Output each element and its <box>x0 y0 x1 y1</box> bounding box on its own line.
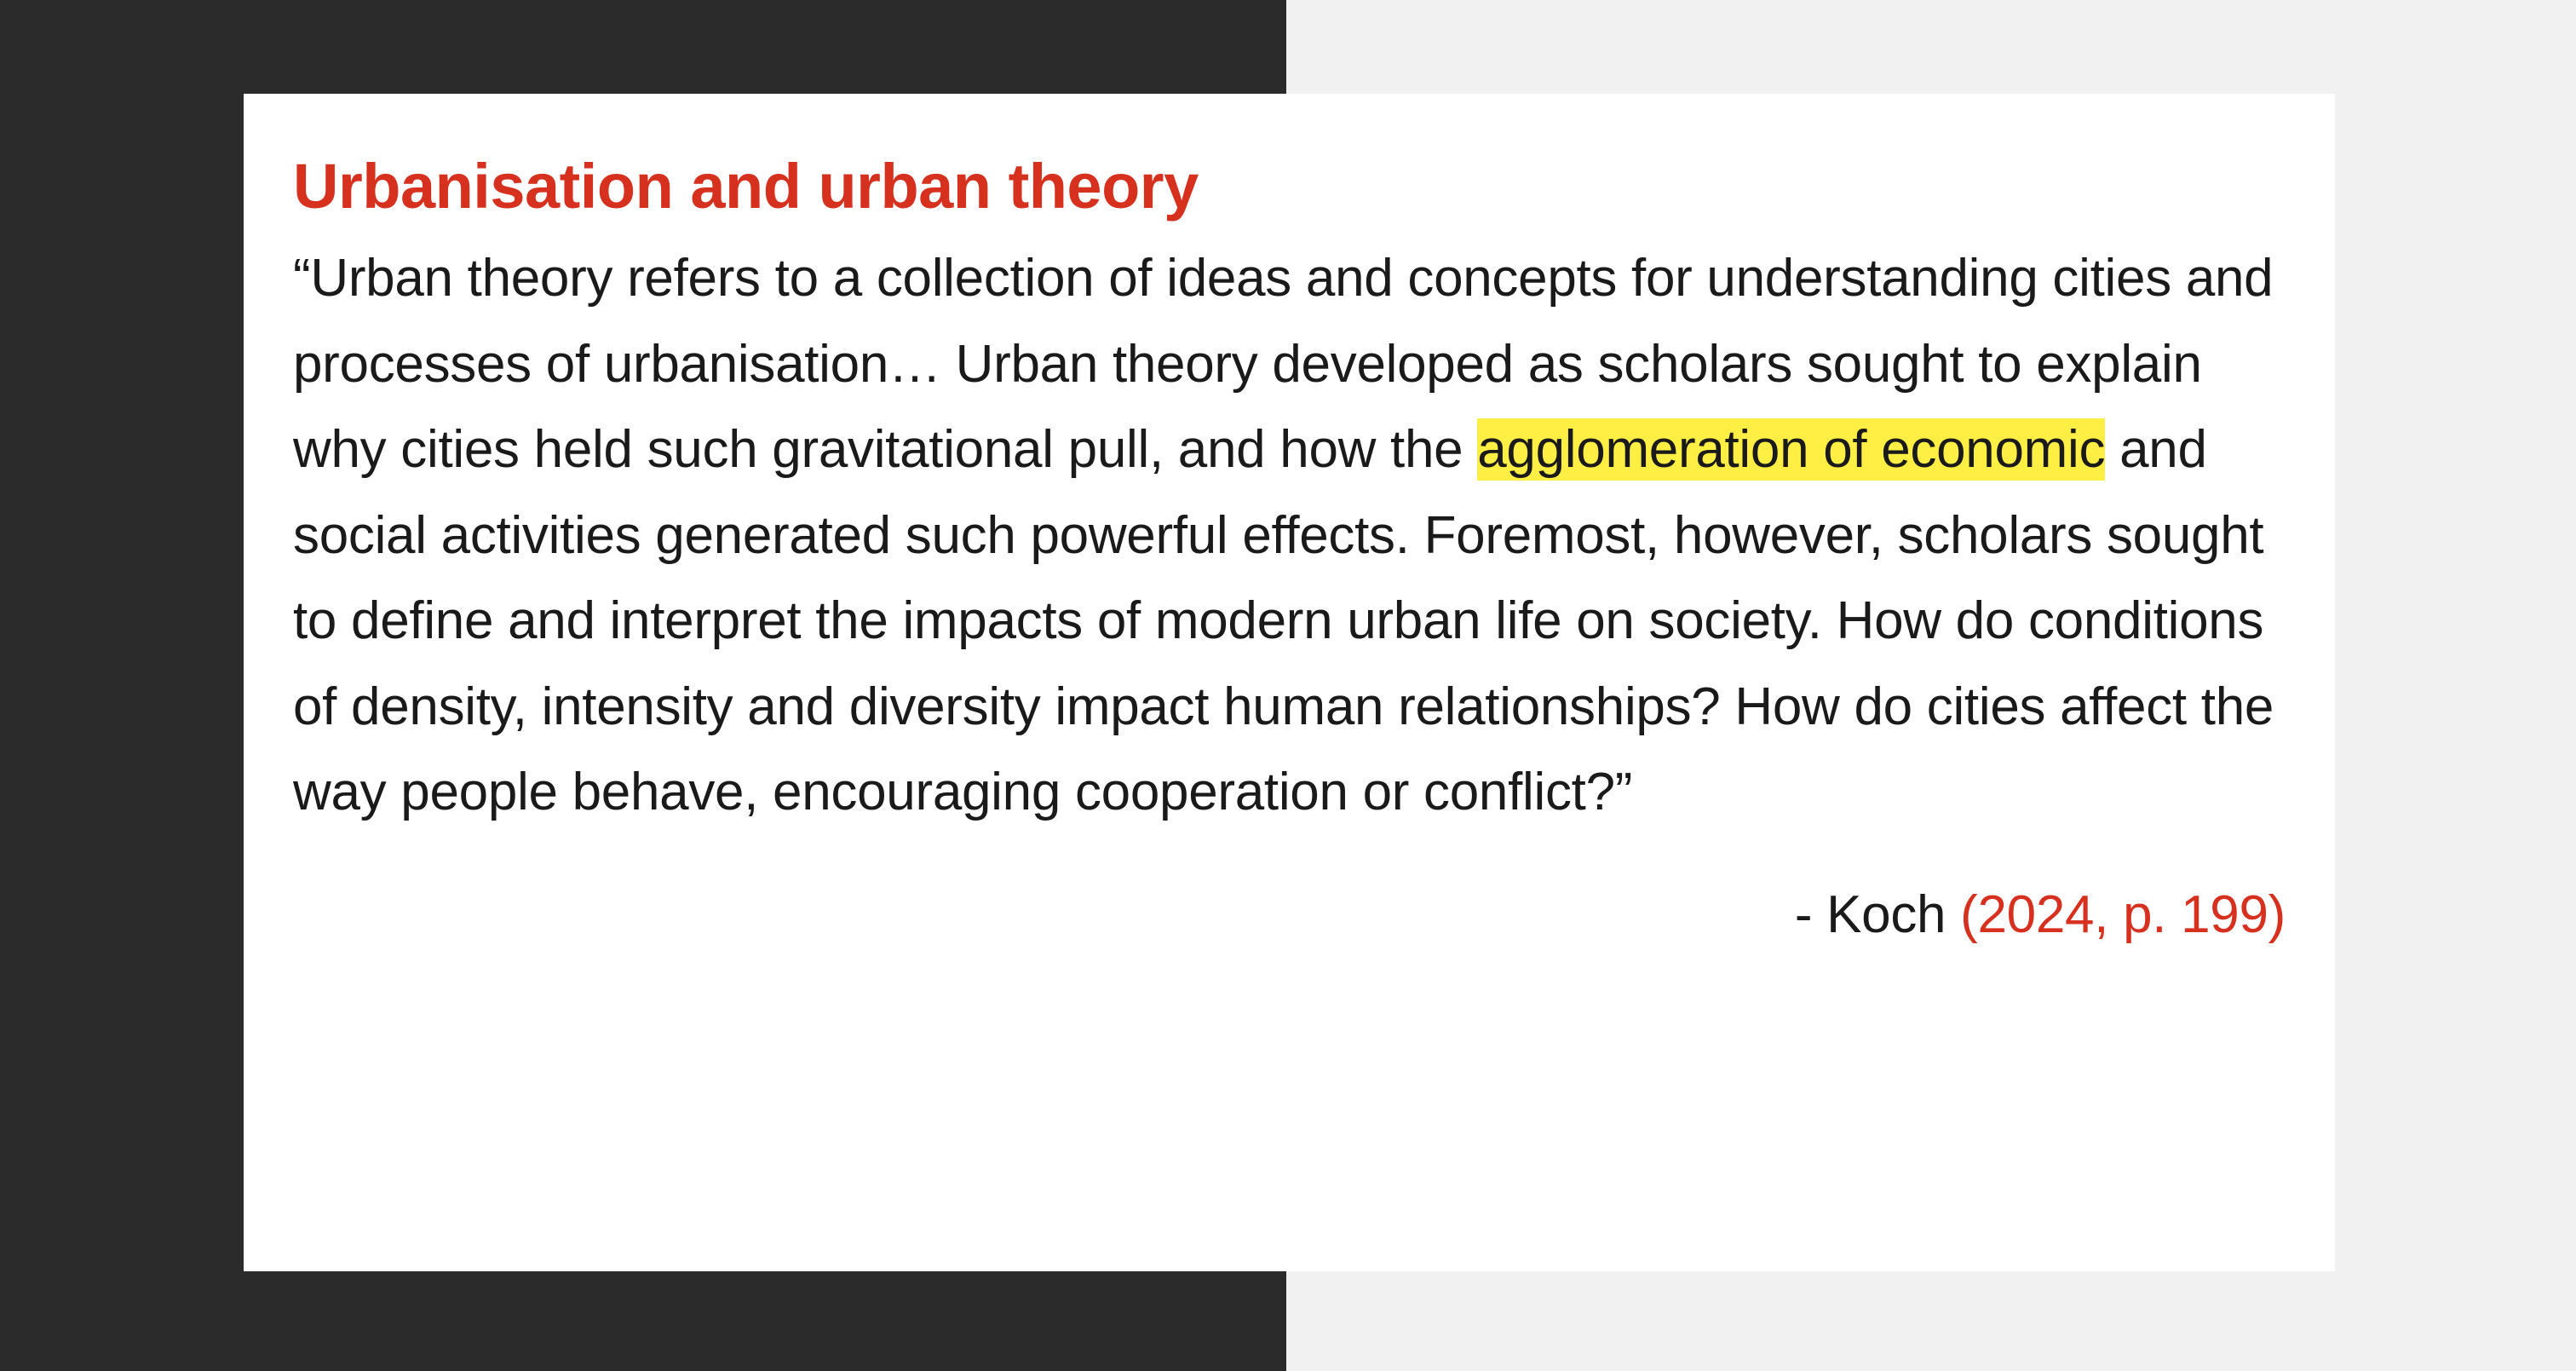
quote-text-part-two: and social activities generated such powerful effects. Foremost, however, scholars sought to define and interpret the impacts of modern urban life on society. How do conditions of density, intensity and diversity impact human relationships? How do cities affect the way people behave, encouraging cooperation or conflict?” <box>293 420 2274 822</box>
page-title: Urbanisation and urban theory <box>293 151 1199 222</box>
slide-card <box>244 94 2335 1271</box>
attribution-author: - Koch <box>1794 885 1961 945</box>
highlighted-phrase: agglomeration of economic <box>1477 420 2106 480</box>
attribution-citation: (2024, p. 199) <box>1960 885 2286 945</box>
attribution <box>293 884 2286 945</box>
quote-paragraph <box>293 236 2286 835</box>
quote-text-part-one: “Urban theory refers to a collection of ideas and concepts for understanding cities and processes of urbanisation… Urban theory developed as scholars sought to explain why cities held such gravitational pull, and how the <box>293 249 2274 480</box>
